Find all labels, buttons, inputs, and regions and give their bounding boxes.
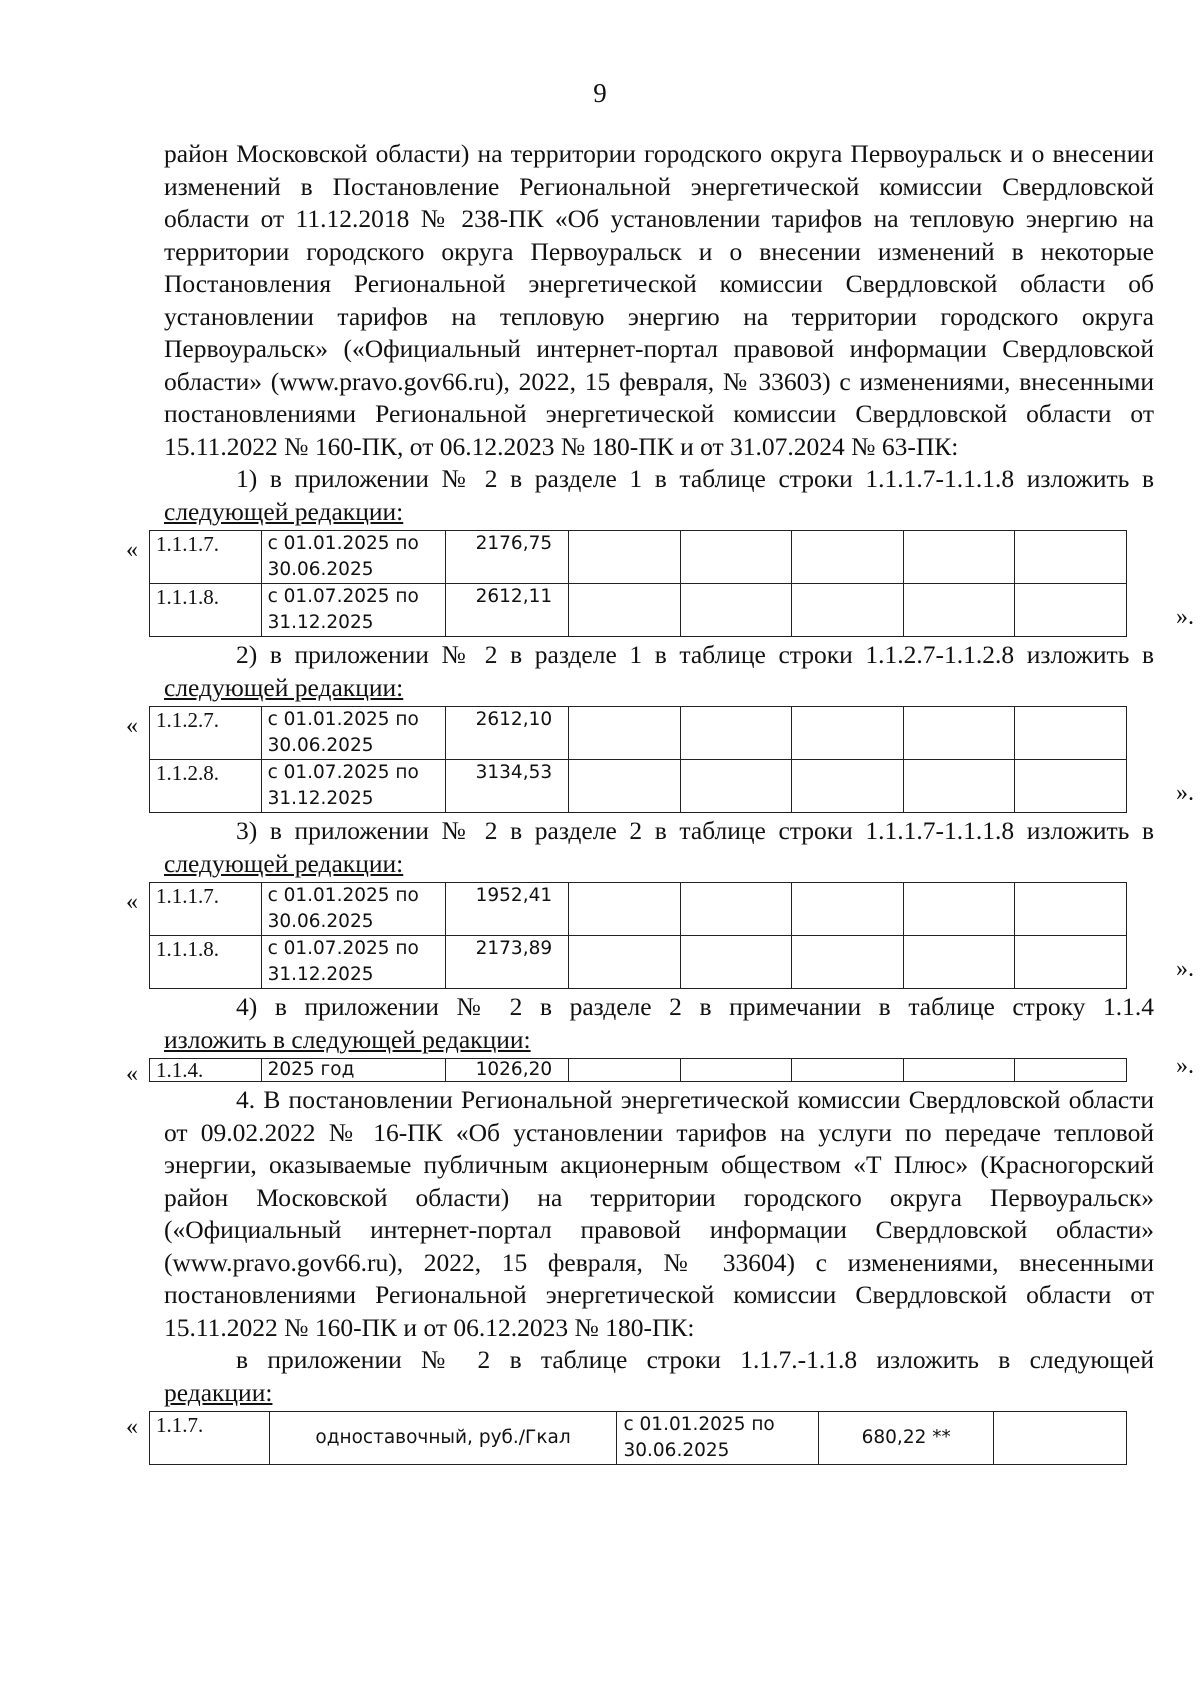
table-row (150, 1059, 1127, 1082)
empty-cell (680, 1059, 792, 1082)
item-1-underline: следующей редакции: (164, 496, 404, 526)
empty-cell (792, 707, 904, 760)
row-period (261, 707, 445, 760)
item-3-underline: следующей редакции: (164, 848, 404, 878)
row-value: 2176,75 (445, 531, 569, 584)
quote-close: ». (1176, 955, 1194, 982)
period-line2: 30.06.2025 (267, 735, 374, 756)
period-line2: 31.12.2025 (267, 612, 374, 633)
item-4-text: 4) в приложении № 2 в разделе 2 в примечании в таблице строку 1.1.4 (236, 992, 1154, 1021)
table-row (150, 707, 1127, 760)
empty-cell (569, 760, 681, 813)
item-4-underline: изложить в следующей редакции: (164, 1024, 531, 1054)
empty-cell (680, 936, 792, 989)
item-4-table-wrap (126, 1052, 1194, 1087)
row-period (617, 1412, 818, 1465)
period-line2: 30.06.2025 (267, 559, 374, 580)
empty-cell (903, 883, 1015, 936)
empty-cell (1015, 531, 1127, 584)
row-code: 1.1.1.8. (150, 584, 262, 637)
row-value: 680,22 ** (818, 1412, 994, 1465)
empty-cell (792, 531, 904, 584)
period-line1: с 01.07.2025 по (267, 938, 419, 959)
empty-cell (792, 760, 904, 813)
quote-open: « (126, 537, 138, 563)
empty-cell (1015, 584, 1127, 637)
table-row (150, 936, 1127, 989)
empty-cell (680, 883, 792, 936)
item-2-underline: следующей редакции: (164, 672, 404, 702)
quote-open: « (126, 889, 138, 915)
empty-cell (680, 760, 792, 813)
item-4-text-cont (164, 1024, 1154, 1057)
item-1-text: 1) в приложении № 2 в разделе 1 в таблице строки 1.1.1.7-1.1.1.8 изложить в (236, 464, 1154, 493)
row-period (261, 883, 445, 936)
item-3-table (149, 882, 1127, 989)
table-row (150, 883, 1127, 936)
empty-cell (1015, 883, 1127, 936)
section-4-paragraph: 4. В постановлении Региональной энергетической комиссии Свердловской области от 09.02.2022 № 16-ПК «Об установлении тарифов на услуги по передаче тепловой энергии, оказываемые публичным акционерным обществом «Т Плюс» (Красногорский район Московской области) на территории городского округа Первоуральск» («Официальный интернет-портал правовой информации Свердловской области» (www.pravo.gov66.ru), 2022, 15 февраля, № 33604) с изменениями, внесенными постановлениями Региональной энергетической комиссии Свердловской области от 15.11.2022 № 160-ПК и от 06.12.2023 № 180-ПК: (164, 1085, 1154, 1342)
period-line1: с 01.01.2025 по (267, 533, 419, 554)
row-period (261, 936, 445, 989)
row-period (261, 531, 445, 584)
empty-cell (994, 1412, 1127, 1465)
empty-cell (569, 936, 681, 989)
section-4-underline: редакции: (164, 1377, 273, 1407)
row-period: 2025 год (261, 1059, 445, 1082)
row-type: одноставочный, руб./Гкал (269, 1412, 617, 1465)
empty-cell (569, 883, 681, 936)
empty-cell (903, 760, 1015, 813)
row-code: 1.1.2.8. (150, 760, 262, 813)
empty-cell (569, 584, 681, 637)
empty-cell (1015, 760, 1127, 813)
item-2-text: 2) в приложении № 2 в разделе 1 в таблице строки 1.1.2.7-1.1.2.8 изложить в (236, 640, 1154, 669)
empty-cell (903, 707, 1015, 760)
row-value: 2612,10 (445, 707, 569, 760)
quote-open: « (126, 713, 138, 739)
item-4-table (149, 1058, 1127, 1082)
period-line1: с 01.01.2025 по (267, 709, 419, 730)
row-value: 1026,20 (445, 1059, 569, 1082)
period-line2: 30.06.2025 (267, 911, 374, 932)
quote-close: ». (1176, 779, 1194, 806)
item-2-table (149, 706, 1127, 813)
item-3-text-cont (164, 848, 1154, 881)
row-code: 1.1.2.7. (150, 707, 262, 760)
item-2-table-wrap (126, 706, 1194, 813)
quote-close: ». (1176, 1052, 1194, 1079)
table-row (150, 1412, 1127, 1465)
empty-cell (903, 584, 1015, 637)
empty-cell (1015, 936, 1127, 989)
item-1-table (149, 530, 1127, 637)
empty-cell (903, 1059, 1015, 1082)
row-code: 1.1.1.7. (150, 531, 262, 584)
row-value: 1952,41 (445, 883, 569, 936)
period-line2: 31.12.2025 (267, 964, 374, 985)
item-2-text-cont (164, 672, 1154, 705)
empty-cell (1015, 1059, 1127, 1082)
table-row (150, 760, 1127, 813)
row-code: 1.1.1.7. (150, 883, 262, 936)
empty-cell (792, 936, 904, 989)
empty-cell (792, 883, 904, 936)
section-4-item-text: в приложении № 2 в таблице строки 1.1.7.-1.1.8 изложить в следующей (236, 1345, 1154, 1374)
quote-open: « (126, 1414, 138, 1440)
empty-cell (680, 531, 792, 584)
item-1-table-wrap (126, 530, 1194, 637)
period-line2: 31.12.2025 (267, 788, 374, 809)
row-period (261, 760, 445, 813)
item-3-text: 3) в приложении № 2 в разделе 2 в таблице строки 1.1.1.7-1.1.1.8 изложить в (236, 816, 1154, 845)
item-3-table-wrap (126, 882, 1194, 989)
period-line1: с 01.01.2025 по (623, 1414, 775, 1435)
quote-open: « (126, 1061, 138, 1087)
item-1-text-cont (164, 496, 1154, 529)
row-value: 2612,11 (445, 584, 569, 637)
section-4-item-text-cont (164, 1377, 1154, 1410)
row-period (261, 584, 445, 637)
period-line1: с 01.07.2025 по (267, 586, 419, 607)
section-4-table-wrap (126, 1411, 1154, 1465)
period-line1: с 01.01.2025 по (267, 885, 419, 906)
empty-cell (680, 584, 792, 637)
document-body (126, 138, 1194, 1467)
row-code: 1.1.7. (150, 1412, 270, 1465)
empty-cell (903, 531, 1015, 584)
row-value: 2173,89 (445, 936, 569, 989)
row-value: 3134,53 (445, 760, 569, 813)
period-line1: с 01.07.2025 по (267, 762, 419, 783)
page-number: 9 (593, 78, 607, 108)
table-row (150, 584, 1127, 637)
empty-cell (569, 707, 681, 760)
empty-cell (1015, 707, 1127, 760)
empty-cell (792, 1059, 904, 1082)
quote-close: ». (1176, 603, 1194, 630)
period-line2: 30.06.2025 (623, 1440, 730, 1461)
table-row (150, 531, 1127, 584)
empty-cell (569, 531, 681, 584)
section-4-table (149, 1411, 1127, 1465)
intro-paragraph: район Московской области) на территории городского округа Первоуральск и о внесении изменений в Постановление Региональной энергетической комиссии Свердловской области от 11.12.2018 № 238-ПК «Об установлении тарифов на тепловую энергию на территории городского округа Первоуральск и о внесении изменений в некоторые Постановления Региональной энергетической комиссии Свердловской области об установлении тарифов на тепловую энергию на территории городского округа Первоуральск» («Официальный интернет-портал правовой информации Свердловской области» (www.pravo.gov66.ru), 2022, 15 февраля, № 33603) с изменениями, внесенными постановлениями Региональной энергетической комиссии Свердловской области от 15.11.2022 № 160-ПК, от 06.12.2023 № 180-ПК и от 31.07.2024 № 63-ПК: (164, 139, 1154, 461)
empty-cell (903, 936, 1015, 989)
empty-cell (680, 707, 792, 760)
empty-cell (792, 584, 904, 637)
row-code: 1.1.1.8. (150, 936, 262, 989)
empty-cell (569, 1059, 681, 1082)
row-code: 1.1.4. (150, 1059, 262, 1082)
